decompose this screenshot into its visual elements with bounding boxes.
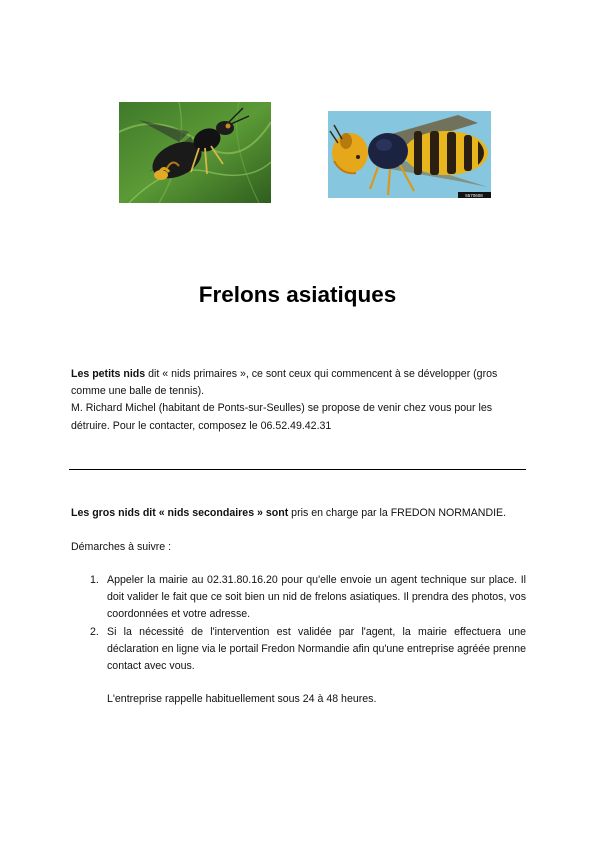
rappel-note: L'entreprise rappelle habituellement sous 24 à 48 heures. [107,693,377,705]
list-item [71,572,526,624]
petits-nids-contact: M. Richard Michel (habitant de Ponts-sur-Seulles) se propose de venir chez vous pour les détruire. Pour le contacter, composez le 06.52.49.42.31 [71,402,493,432]
hornet-on-leaf-photo [119,102,271,203]
petits-nids-text: dit « nids primaires », ce sont ceux qui commencent à se développer (gros comme une balle de tennis). [71,368,498,398]
steps-list [71,572,526,675]
hornet-close-up-photo [328,111,491,198]
list-item [71,624,526,676]
step-number: 1. [90,574,99,586]
gros-nids-paragraph [71,505,527,522]
step-text: Appeler la mairie au 02.31.80.16.20 pour qu'elle envoie un agent technique sur place. Il doit valider le fait que ce soit bien un nid de frelons asiatiques. Il prendra des photos, vos coordonnées et votre adresse. [107,574,526,621]
photo-caption: 5570608 [465,193,483,198]
petits-nids-paragraph [71,366,527,435]
step-text: Si la nécessité de l'intervention est validée par l'agent, la mairie effectuera une déclaration en ligne via le portail Fredon Normandie afin qu'une entreprise agréée prenne contact avec vous. [107,625,526,673]
step-number: 2. [90,625,99,638]
gros-nids-text: pris en charge par la FREDON NORMANDIE. [288,507,507,519]
page-title: Frelons asiatiques [198,282,397,307]
gros-nids-lead: Les gros nids dit « nids secondaires » sont [71,507,289,519]
demarches-label: Démarches à suivre : [71,541,172,553]
petits-nids-lead: Les petits nids [71,368,146,380]
horizontal-divider [69,469,526,470]
